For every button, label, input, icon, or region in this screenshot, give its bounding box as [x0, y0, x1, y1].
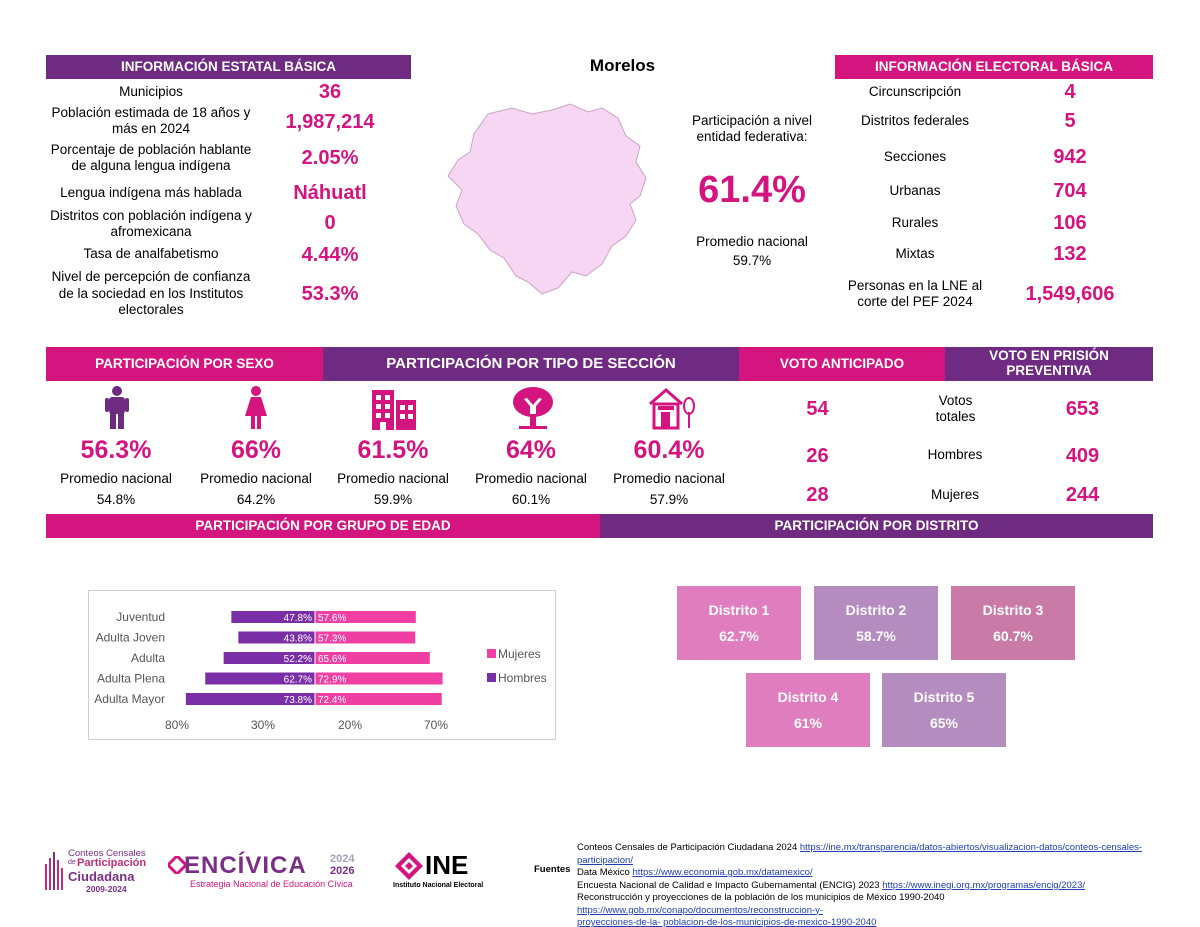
prison-vote-women: 244 — [1065, 483, 1100, 506]
bar-hombres-label: 73.8% — [283, 695, 312, 706]
sources-title: Fuentes — [534, 864, 571, 875]
source-1-text: Conteos Censales de Participación Ciudadana 2024 — [577, 842, 800, 853]
early-vote-header: VOTO ANTICIPADO — [739, 347, 945, 381]
district-header: PARTICIPACIÓN POR DISTRITO — [600, 514, 1153, 538]
source-1-link[interactable]: https://ine.mx/transparencia/datos-abiertos/visualizacion-datos/conteos-censales-participacion/ — [577, 842, 1143, 866]
electoral-label-lne: Personas en la LNE al corte del PEF 2024 — [847, 277, 983, 309]
state-label-lengua: Lengua indígena más hablada — [60, 184, 242, 200]
state-value-lengua-pct: 2.05% — [301, 146, 359, 169]
source-3-text: Encuesta Nacional de Calidad e Impacto Gubernamental (ENCIG) 2023 — [577, 879, 883, 891]
district-3-box — [951, 586, 1075, 660]
sex-men-value: 56.3% — [80, 435, 152, 464]
source-3-link[interactable]: https://www.inegi.org.mx/programas/encig/2023/ — [882, 879, 1085, 891]
district-4-value: 61% — [793, 715, 823, 731]
district-1-box — [677, 586, 801, 660]
ine-subtitle: Instituto Nacional Electoral — [393, 882, 484, 889]
source-line-1 — [577, 842, 1177, 867]
state-value-municipios: 36 — [318, 80, 342, 103]
age-category-label: Adulta — [130, 651, 165, 665]
prison-vote-header: VOTO EN PRISIÓN PREVENTIVA — [945, 347, 1153, 381]
conteos-line4: Ciudadana — [68, 869, 135, 884]
source-4-link[interactable]: https://www.gob.mx/conapo/documentos/reconstruccion-y- — [577, 904, 824, 916]
age-category-label: Adulta Mayor — [94, 692, 165, 706]
state-value-poblacion: 1,987,214 — [285, 110, 375, 133]
x-tick-label: 80% — [164, 718, 190, 732]
state-label-confianza: Nivel de percepción de confianza de la sociedad en los Institutos electorales — [51, 269, 251, 318]
electoral-info-header: INFORMACIÓN ELECTORAL BÁSICA — [835, 55, 1153, 79]
electoral-label-mixtas: Mixtas — [895, 245, 935, 261]
age-category-label: Adulta Plena — [96, 671, 165, 686]
district-1-name: Distrito 1 — [708, 602, 770, 618]
district-5-value: 65% — [929, 715, 959, 731]
encivica-years-b: 2026 — [330, 865, 355, 877]
bar-mujeres-label: 57.3% — [318, 633, 347, 645]
state-participation-label: Participación a nivel entidad federativa: — [691, 112, 813, 144]
district-2-box — [814, 586, 938, 660]
source-line-4 — [577, 892, 1177, 917]
national-label: Promedio nacional — [696, 233, 808, 249]
state-value-distritos-indigena: 0 — [324, 211, 336, 234]
bar-mujeres-label: 57.6% — [318, 613, 347, 624]
state-label-poblacion: Población estimada de 18 años y más en 2024 — [51, 104, 251, 136]
district-4-box — [746, 673, 870, 747]
bar-hombres-label: 43.8% — [283, 633, 312, 645]
conteos-line5: 2009-2024 — [86, 884, 127, 894]
bar-hombres-label: 62.7% — [283, 674, 312, 686]
bar-mujeres-label: 65.6% — [318, 654, 347, 665]
electoral-value-rurales: 106 — [1053, 211, 1087, 234]
votes-label-total: Votos totales — [935, 392, 976, 424]
bar-mujeres-label: 72.9% — [318, 674, 347, 686]
electoral-label-circunscripcion: Circunscripción — [868, 83, 962, 99]
source-5-link[interactable]: proyecciones-de-la- poblacion-de-los-municipios-de-mexico-1990-2040 — [577, 917, 877, 927]
electoral-value-distritos: 5 — [1064, 109, 1076, 132]
electoral-label-rurales: Rurales — [891, 214, 939, 230]
x-tick-label: 70% — [423, 718, 449, 732]
x-tick-label: 20% — [337, 718, 363, 732]
state-name: Morelos — [589, 56, 656, 75]
state-label-municipios: Municipios — [119, 83, 183, 99]
mixed-value: 60.4% — [633, 435, 705, 464]
section-type-participation-header: PARTICIPACIÓN POR TIPO DE SECCIÓN — [323, 347, 739, 381]
district-2-name: Distrito 2 — [845, 602, 907, 618]
ine-mark-icon — [395, 852, 423, 880]
conteos-line3: Participación — [77, 857, 147, 869]
bar-mujeres-label: 72.4% — [318, 695, 347, 706]
sex-participation-header: PARTICIPACIÓN POR SEXO — [46, 347, 323, 381]
age-group-header: PARTICIPACIÓN POR GRUPO DE EDAD — [46, 514, 600, 538]
legend-hombres-label: Hombres — [498, 671, 547, 685]
encivica-years-a: 2024 — [330, 853, 355, 865]
encivica-name: ENCÍVICA — [184, 852, 307, 879]
electoral-label-urbanas: Urbanas — [889, 182, 941, 198]
national-value: 59.7% — [732, 252, 772, 268]
house-tree-icon — [648, 386, 696, 430]
urban-national-value: 59.9% — [373, 491, 413, 507]
early-vote-women: 28 — [806, 483, 829, 506]
ine-name: INE — [425, 850, 469, 880]
district-2-value: 58.7% — [856, 628, 896, 644]
conteos-censales-logo — [44, 848, 169, 894]
encivica-subtitle: Estrategia Nacional de Educación Cívica — [190, 879, 353, 889]
source-2-link[interactable]: https://www.economia.gob.mx/datamexico/ — [632, 867, 813, 879]
source-line-5 — [577, 917, 1177, 927]
state-value-confianza: 53.3% — [301, 282, 359, 305]
sex-women-value: 66% — [230, 435, 282, 464]
sex-women-national-value: 64.2% — [236, 491, 276, 507]
prison-vote-men: 409 — [1065, 444, 1100, 467]
woman-icon — [243, 386, 269, 430]
rural-national-value: 60.1% — [511, 491, 551, 507]
district-5-name: Distrito 5 — [913, 689, 975, 705]
buildings-icon — [370, 386, 418, 430]
source-4-text: Reconstrucción y proyecciones de la población de los municipios de México 1990-2040 — [577, 892, 945, 904]
urban-value: 61.5% — [357, 435, 429, 464]
state-info-header: INFORMACIÓN ESTATAL BÁSICA — [46, 55, 411, 79]
sources-list — [577, 842, 1177, 927]
source-2-text: Data México — [577, 867, 633, 879]
electoral-value-circunscripcion: 4 — [1064, 80, 1076, 103]
sex-women-national-label: Promedio nacional — [200, 470, 312, 486]
votes-label-women: Mujeres — [930, 486, 979, 502]
state-value-lengua: Náhuatl — [293, 181, 367, 204]
age-group-chart — [88, 590, 556, 740]
electoral-value-mixtas: 132 — [1053, 242, 1087, 265]
sex-men-national-value: 54.8% — [96, 491, 136, 507]
ine-logo — [391, 852, 496, 892]
state-label-lengua-pct: Porcentaje de población hablante de alguna lengua indígena — [50, 141, 252, 173]
x-tick-label: 30% — [250, 718, 276, 732]
state-map — [440, 100, 670, 300]
tree-icon — [511, 386, 555, 430]
votes-label-men: Hombres — [927, 446, 983, 462]
state-value-analfabetismo: 4.44% — [301, 243, 359, 266]
bar-hombres-label: 47.8% — [283, 613, 312, 624]
age-category-label: Adulta Joven — [95, 630, 165, 645]
urban-national-label: Promedio nacional — [337, 470, 449, 486]
encivica-logo — [168, 852, 363, 892]
electoral-value-secciones: 942 — [1053, 145, 1087, 168]
electoral-value-urbanas: 704 — [1053, 179, 1087, 202]
state-label-distritos-indigena: Distritos con población indígena y afromexicana — [50, 207, 252, 239]
electoral-label-distritos: Distritos federales — [860, 112, 970, 128]
mixed-national-value: 57.9% — [649, 491, 689, 507]
age-category-label: Juventud — [116, 610, 165, 624]
mixed-national-label: Promedio nacional — [613, 470, 725, 486]
state-label-analfabetismo: Tasa de analfabetismo — [83, 245, 219, 261]
man-icon — [104, 386, 130, 430]
early-vote-men: 26 — [806, 444, 829, 467]
conteos-line1: Conteos Censales — [68, 848, 146, 859]
conteos-bars-icon — [44, 848, 66, 892]
district-4-name: Distrito 4 — [777, 689, 839, 705]
district-1-value: 62.7% — [719, 628, 759, 644]
rural-national-label: Promedio nacional — [475, 470, 587, 486]
legend-mujeres-swatch — [487, 649, 496, 658]
district-5-box — [882, 673, 1006, 747]
early-vote-total: 54 — [806, 397, 829, 420]
conteos-line2: de — [68, 859, 76, 866]
electoral-label-secciones: Secciones — [883, 148, 947, 164]
bar-hombres-label: 52.2% — [283, 654, 312, 665]
prison-vote-total: 653 — [1065, 397, 1100, 420]
rural-value: 64% — [505, 435, 557, 464]
district-3-value: 60.7% — [993, 628, 1033, 644]
source-line-3 — [577, 880, 1177, 893]
legend-mujeres-label: Mujeres — [498, 647, 541, 661]
source-line-2 — [577, 867, 1177, 880]
legend-hombres-swatch — [487, 673, 496, 682]
electoral-value-lne: 1,549,606 — [1025, 282, 1115, 305]
state-participation-value: 61.4% — [698, 168, 806, 211]
sex-men-national-label: Promedio nacional — [60, 470, 172, 486]
district-3-name: Distrito 3 — [982, 602, 1044, 618]
